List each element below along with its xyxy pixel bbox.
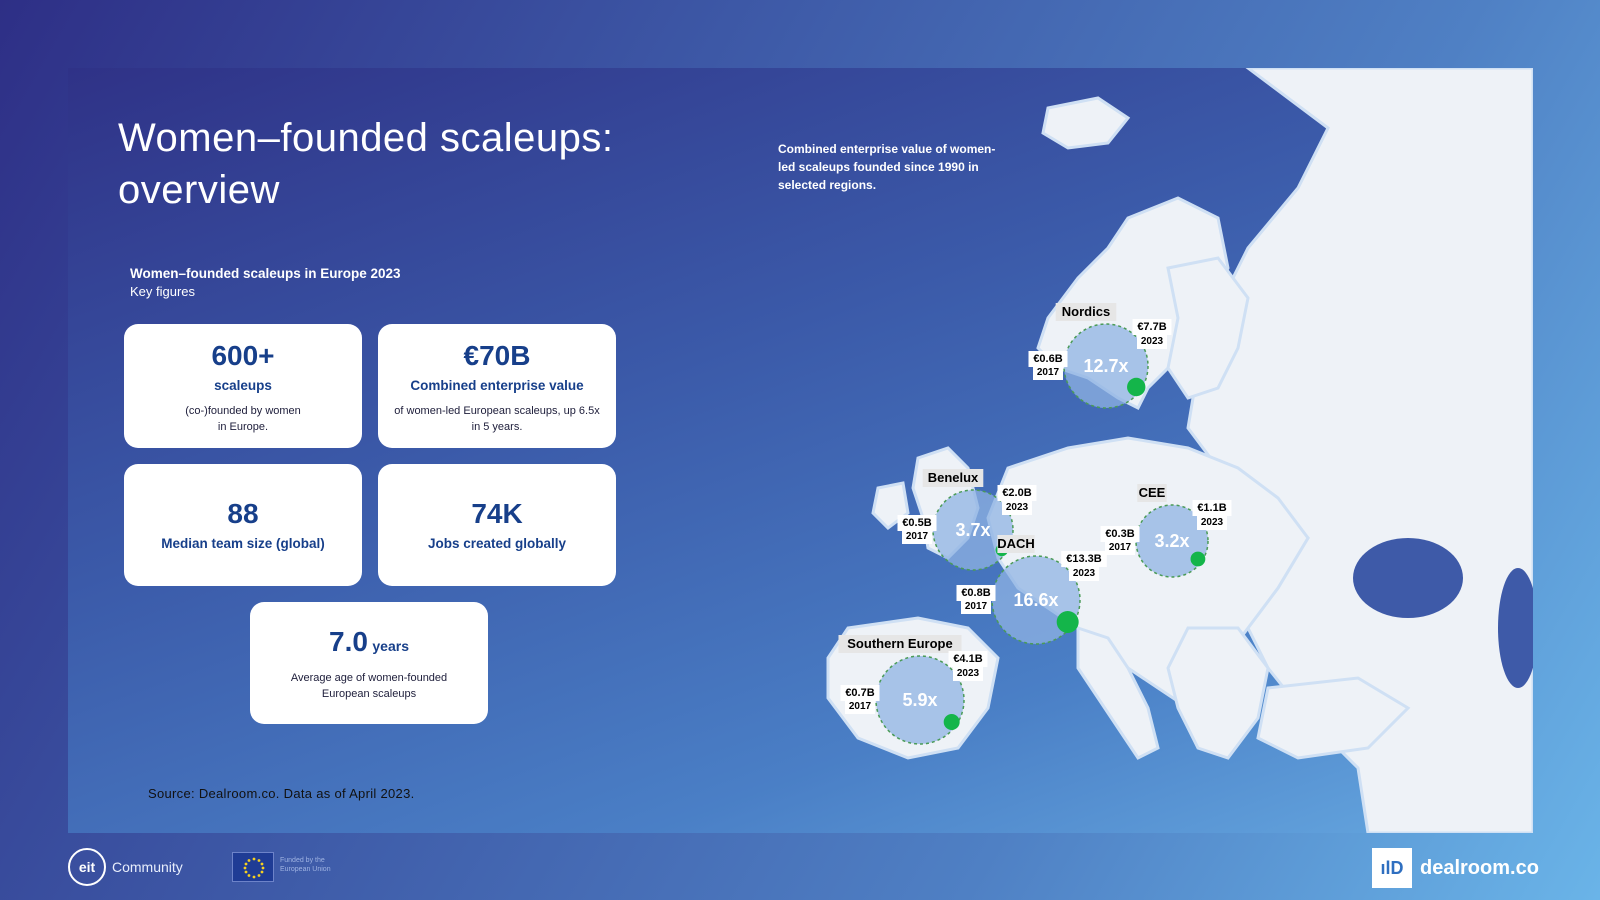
stat-unit: years bbox=[372, 638, 409, 654]
stat-card-jobs bbox=[378, 464, 616, 586]
stat-label: scaleups bbox=[214, 378, 272, 393]
region-year-2023: 2023 bbox=[1005, 502, 1029, 513]
region-value-2023: €2.0B bbox=[1002, 487, 1032, 499]
stat-value: 600+ bbox=[211, 340, 275, 371]
region-year-2017: 2017 bbox=[964, 601, 988, 612]
section-heading: Women–founded scaleups in Europe 2023 bbox=[130, 266, 401, 281]
region-year-2017: 2017 bbox=[1108, 542, 1132, 553]
eit-community-label: Community bbox=[112, 859, 183, 875]
region-value-2023: €1.1B bbox=[1197, 502, 1227, 514]
region-year-2017: 2017 bbox=[848, 701, 872, 712]
growth-dot bbox=[1127, 378, 1145, 396]
stat-label: Median team size (global) bbox=[161, 536, 325, 551]
growth-dot bbox=[944, 714, 960, 730]
region-name: Southern Europe bbox=[847, 636, 953, 651]
region-year-2023: 2023 bbox=[1140, 336, 1164, 347]
region-multiple: 16.6x bbox=[1013, 590, 1059, 610]
region-value-2017: €0.5B bbox=[902, 517, 932, 529]
region-value-2023: €4.1B bbox=[953, 653, 983, 665]
region-multiple: 5.9x bbox=[902, 690, 938, 710]
dealroom-name: dealroom.co bbox=[1420, 856, 1539, 879]
region-multiple: 3.2x bbox=[1154, 531, 1190, 551]
stat-description: of women-led European scaleups, up 6.5x in 5 years. bbox=[394, 405, 600, 433]
region-value-2017: €0.6B bbox=[1033, 353, 1063, 365]
region-year-2023: 2023 bbox=[1200, 517, 1224, 528]
eu-flag-icon bbox=[232, 852, 274, 882]
map-caption: Combined enterprise value of women-led scaleups founded since 1990 in selected regions. bbox=[778, 142, 996, 192]
stat-label: Jobs created globally bbox=[427, 536, 567, 551]
stat-value: €70B bbox=[463, 340, 531, 371]
region-value-2017: €0.7B bbox=[845, 687, 875, 699]
stat-description: (co-)founded by women in Europe. bbox=[185, 405, 301, 433]
region-year-2017: 2017 bbox=[1036, 367, 1060, 378]
section-subheading: Key figures bbox=[130, 284, 196, 299]
region-multiple: 3.7x bbox=[955, 520, 991, 540]
region-year-2017: 2017 bbox=[905, 531, 929, 542]
eit-community-logo bbox=[68, 848, 183, 886]
stat-label: Combined enterprise value bbox=[410, 378, 584, 393]
region-name: Benelux bbox=[927, 470, 979, 485]
region-value-2017: €0.3B bbox=[1105, 528, 1135, 540]
key-figures-heading bbox=[130, 266, 401, 299]
growth-dot bbox=[1057, 611, 1079, 633]
region-value-2023: €7.7B bbox=[1137, 321, 1167, 333]
stat-card-average-age bbox=[250, 602, 488, 724]
stat-card-scaleups bbox=[124, 324, 362, 448]
eu-funding-text: Funded by the European Union bbox=[280, 857, 331, 873]
eit-logo-icon: eit bbox=[68, 848, 106, 886]
page-title: Women–founded scaleups: overview bbox=[118, 116, 614, 212]
region-name: CEE bbox=[1138, 485, 1166, 500]
region-name: Nordics bbox=[1061, 304, 1111, 319]
region-year-2023: 2023 bbox=[956, 668, 980, 679]
stat-card-team-size bbox=[124, 464, 362, 586]
region-value-2023: €13.3B bbox=[1066, 553, 1102, 565]
region-name: DACH bbox=[997, 536, 1035, 551]
growth-dot bbox=[1191, 552, 1206, 567]
region-value-2017: €0.8B bbox=[961, 587, 991, 599]
region-multiple: 12.7x bbox=[1083, 356, 1129, 376]
dealroom-logo bbox=[1372, 848, 1539, 888]
stat-card-enterprise-value bbox=[378, 324, 616, 448]
slide-panel bbox=[68, 68, 1533, 833]
source-note: Source: Dealroom.co. Data as of April 2023. bbox=[148, 786, 415, 801]
region-year-2023: 2023 bbox=[1072, 568, 1096, 579]
stat-value: 7.0 bbox=[329, 626, 368, 657]
dealroom-mark-icon: ılD bbox=[1372, 848, 1412, 888]
stat-value: 74K bbox=[471, 498, 523, 529]
stat-description: Average age of women-founded European scaleups bbox=[290, 672, 448, 700]
stat-value: 88 bbox=[227, 498, 259, 529]
